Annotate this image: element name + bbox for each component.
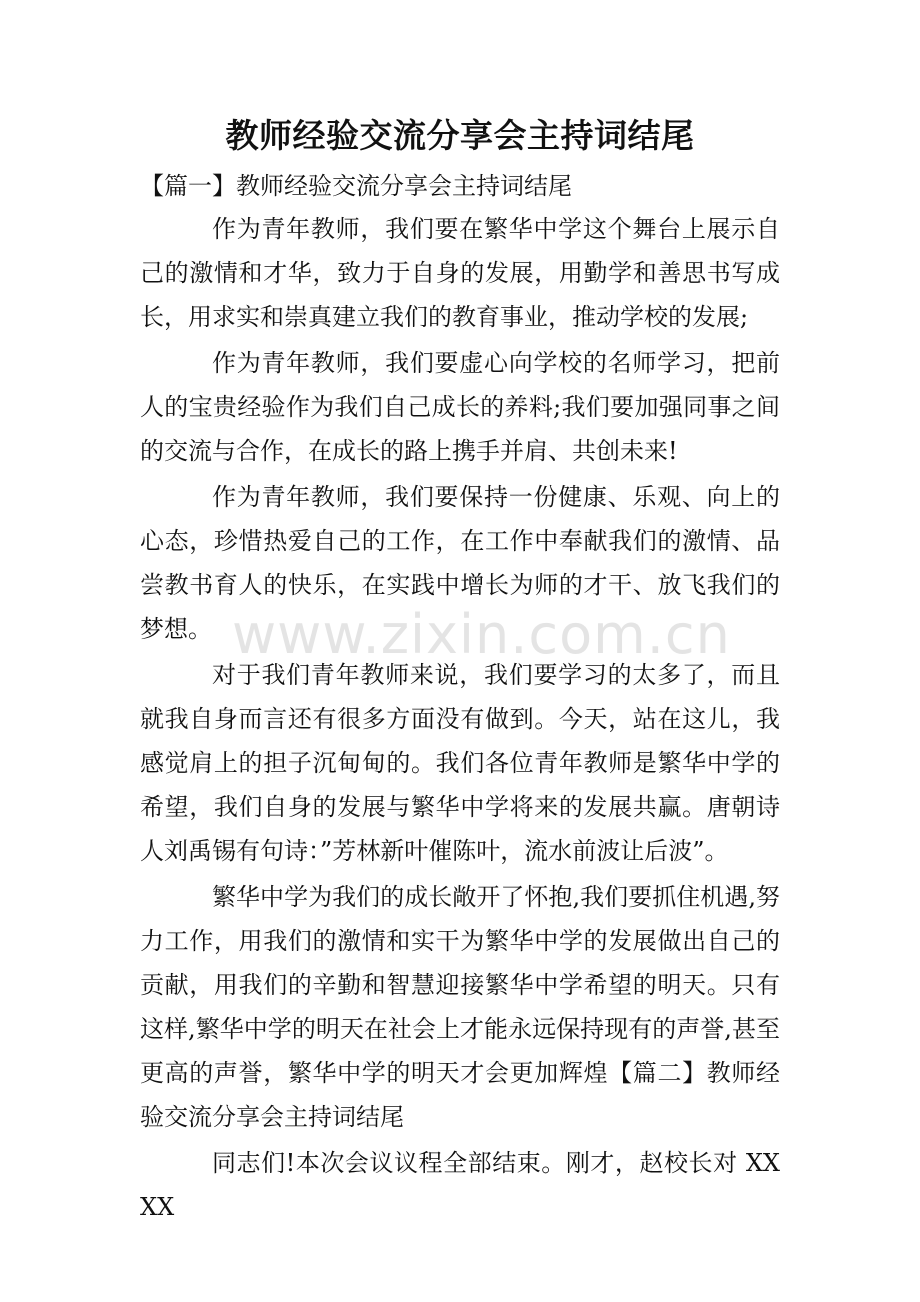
- paragraph: 作为青年教师，我们要保持一份健康、乐观、向上的心态，珍惜热爱自己的工作，在工作中奉献我们的激情、品尝教书育人的快乐，在实践中增长为师的才干、放飞我们的梦想。: [140, 483, 780, 643]
- paragraph: 作为青年教师，我们要在繁华中学这个舞台上展示自己的激情和才华，致力于自身的发展，用勤学和善思书写成长，用求实和崇真建立我们的教育事业，推动学校的发展;: [140, 215, 780, 331]
- paragraph: 作为青年教师，我们要虚心向学校的名师学习，把前人的宝贵经验作为我们自己成长的养料;我们要加强同事之间的交流与合作，在成长的路上携手并肩、共创未来!: [140, 349, 780, 465]
- document-title: 教师经验交流分享会主持词结尾: [225, 116, 695, 155]
- document-body: [140, 207, 780, 1231]
- watermark: www.zixin.com.cn: [232, 603, 731, 666]
- paragraph: 繁华中学为我们的成长敞开了怀抱,我们要抓住机遇,努力工作，用我们的激情和实干为繁华中学的发展做出自己的贡献，用我们的辛勤和智慧迎接繁华中学希望的明天。只有这样,繁华中学的明天在社会上才能永远保持现有的声誉,甚至更高的声誉，繁华中学的明天才会更加辉煌【篇二】教师经验交流分享会主持词结尾: [140, 883, 780, 1131]
- paragraph: 同志们!本次会议议程全部结束。刚才，赵校长对 XXXX: [140, 1149, 780, 1221]
- section-heading: 【篇一】教师经验交流分享会主持词结尾: [140, 172, 572, 200]
- paragraph: 对于我们青年教师来说，我们要学习的太多了，而且就我自身而言还有很多方面没有做到。今天，站在这儿，我感觉肩上的担子沉甸甸的。我们各位青年教师是繁华中学的希望，我们自身的发展与繁华中学将来的发展共赢。唐朝诗人刘禹锡有句诗：”芳林新叶催陈叶，流水前波让后波”。: [140, 661, 780, 865]
